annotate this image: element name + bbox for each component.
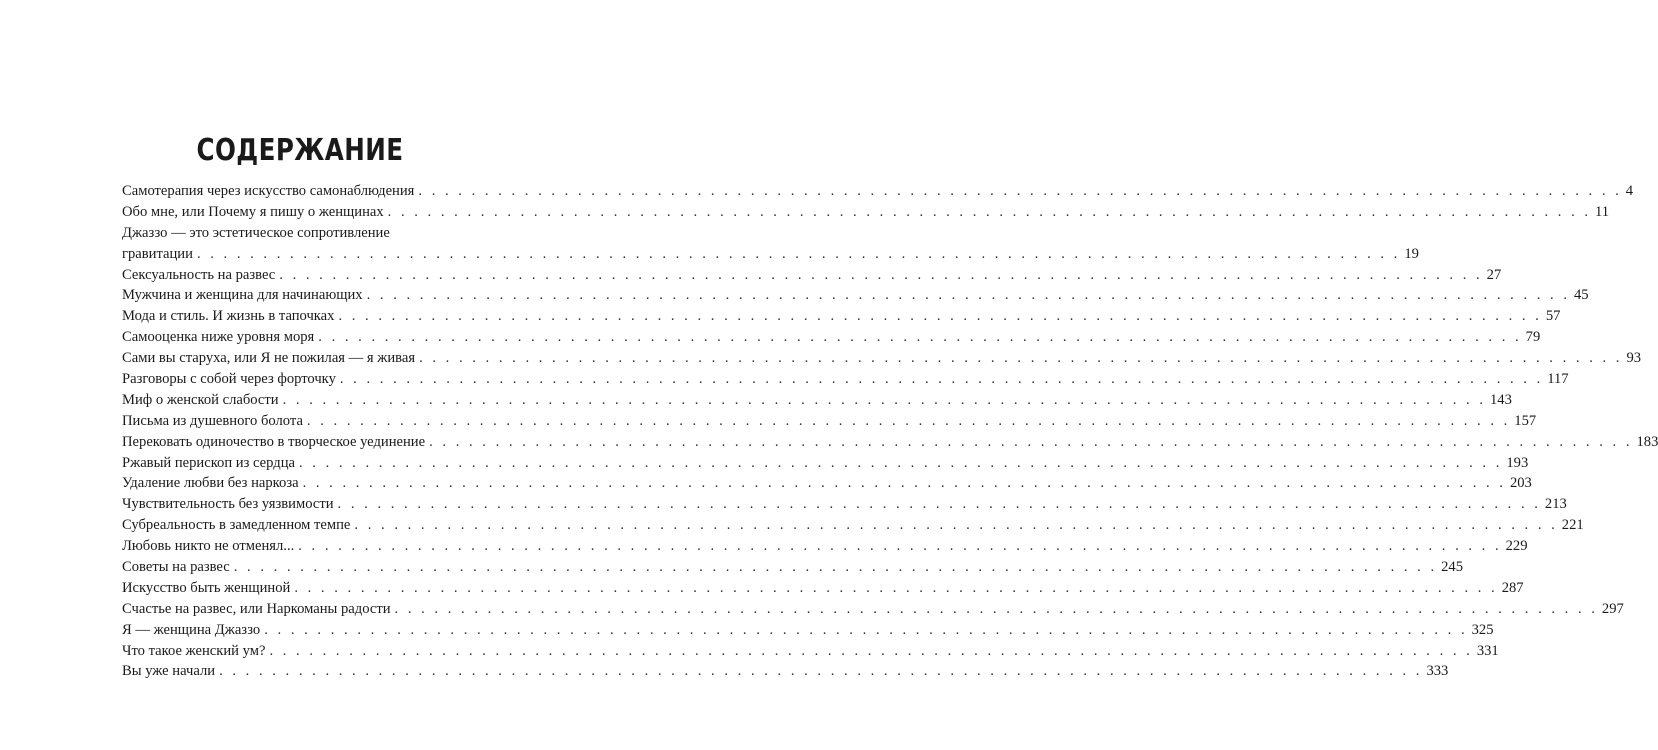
dot-leader: . . . . . . . . . . . . . . . . . . . . . . . . . . . . . . . . . . . . . . . . . . . . . . . . . . . . . . . . . . . . . . . . . . . . . . . . . . . . . . . . . . . . . . . . . . . bbox=[337, 496, 1541, 513]
toc-entry bbox=[122, 285, 1589, 306]
toc-entry-title: Искусство быть женщиной bbox=[122, 579, 291, 596]
toc-entry-title: Обо мне, или Почему я пишу о женщинах bbox=[122, 203, 384, 220]
toc-entry bbox=[122, 432, 1658, 453]
toc-entry-title: Чувствительность без уязвимости bbox=[122, 496, 334, 513]
toc-entry bbox=[122, 620, 1494, 641]
toc-entry-title: Сами вы старуха, или Я не пожилая — я живая bbox=[122, 350, 416, 367]
dot-leader: . . . . . . . . . . . . . . . . . . . . . . . . . . . . . . . . . . . . . . . . . . . . . . . . . . . . . . . . . . . . . . . . . . . . . . . . . . . . . . . . . . . . . . . . . . . bbox=[219, 663, 1423, 680]
toc-entry-page: 45 bbox=[1573, 287, 1589, 304]
toc-entry-page: 193 bbox=[1506, 454, 1529, 471]
toc-entry-title: Мода и стиль. И жизнь в тапочках bbox=[122, 308, 335, 325]
dot-leader: . . . . . . . . . . . . . . . . . . . . . . . . . . . . . . . . . . . . . . . . . . . . . . . . . . . . . . . . . . . . . . . . . . . . . . . . . . . . . . . . . . . . . . . . . . . bbox=[429, 433, 1633, 450]
dot-leader: . . . . . . . . . . . . . . . . . . . . . . . . . . . . . . . . . . . . . . . . . . . . . . . . . . . . . . . . . . . . . . . . . . . . . . . . . . . . . . . . . . . . . . . . . . . bbox=[318, 329, 1522, 346]
toc-entry-page: 221 bbox=[1561, 517, 1584, 534]
toc-entry bbox=[122, 369, 1569, 390]
toc-entry bbox=[122, 181, 1634, 202]
toc-entry bbox=[122, 557, 1464, 578]
toc-entry bbox=[122, 661, 1449, 682]
toc-entry bbox=[122, 202, 1610, 223]
toc-entry-page: 183 bbox=[1636, 433, 1658, 450]
dot-leader: . . . . . . . . . . . . . . . . . . . . . . . . . . . . . . . . . . . . . . . . . . . . . . . . . . . . . . . . . . . . . . . . . . . . . . . . . . . . . . . . . . . . . . . . . . . bbox=[354, 517, 1558, 534]
toc-entry bbox=[122, 515, 1584, 536]
toc-entry-page: 79 bbox=[1525, 329, 1541, 346]
toc-entry bbox=[122, 348, 1642, 369]
toc-entry-title: Я — женщина Джаззо bbox=[122, 621, 261, 638]
toc-entry-title: Ржавый перископ из сердца bbox=[122, 454, 295, 471]
dot-leader: . . . . . . . . . . . . . . . . . . . . . . . . . . . . . . . . . . . . . . . . . . . . . . . . . . . . . . . . . . . . . . . . . . . . . . . . . . . . . . . . . . . . . . . . . . . bbox=[298, 454, 1503, 471]
toc-entry-page: 331 bbox=[1476, 642, 1499, 659]
dot-leader: . . . . . . . . . . . . . . . . . . . . . . . . . . . . . . . . . . . . . . . . . . . . . . . . . . . . . . . . . . . . . . . . . . . . . . . . . . . . . . . . . . . . . . . . . . . bbox=[264, 621, 1468, 638]
toc-entry-title: Письма из душевного болота bbox=[122, 412, 303, 429]
toc-entry-page: 57 bbox=[1545, 308, 1561, 325]
dot-leader: . . . . . . . . . . . . . . . . . . . . . . . . . . . . . . . . . . . . . . . . . . . . . . . . . . . . . . . . . . . . . . . . . . . . . . . . . . . . . . . . . . . . . . . . . . . bbox=[302, 475, 1506, 492]
table-of-contents bbox=[122, 181, 1658, 682]
toc-entry-page: 4 bbox=[1625, 182, 1634, 199]
toc-entry bbox=[122, 453, 1529, 474]
dot-leader: . . . . . . . . . . . . . . . . . . . . . . . . . . . . . . . . . . . . . . . . . . . . . . . . . . . . . . . . . . . . . . . . . . . . . . . . . . . . . . . . . . . . . . . . . . . bbox=[279, 266, 1483, 283]
dot-leader: . . . . . . . . . . . . . . . . . . . . . . . . . . . . . . . . . . . . . . . . . . . . . . . . . . . . . . . . . . . . . . . . . . . . . . . . . . . . . . . . . . . . . . . . . . . bbox=[282, 391, 1486, 408]
toc-entry bbox=[122, 327, 1541, 348]
toc-entry bbox=[122, 641, 1499, 662]
toc-entry bbox=[122, 223, 1419, 265]
toc-entry-title: Миф о женской слабости bbox=[122, 391, 279, 408]
dot-leader: . . . . . . . . . . . . . . . . . . . . . . . . . . . . . . . . . . . . . . . . . . . . . . . . . . . . . . . . . . . . . . . . . . . . . . . . . . . . . . . . . . . . . . . . . . . bbox=[269, 642, 1473, 659]
toc-entry-title: Субреальность в замедленном темпе bbox=[122, 517, 351, 534]
toc-entry bbox=[122, 411, 1537, 432]
dot-leader: . . . . . . . . . . . . . . . . . . . . . . . . . . . . . . . . . . . . . . . . . . . . . . . . . . . . . . . . . . . . . . . . . . . . . . . . . . . . . . . . . . . . . . . . . . . bbox=[294, 579, 1498, 596]
toc-entry bbox=[122, 265, 1502, 286]
toc-entry-page: 117 bbox=[1547, 371, 1569, 387]
dot-leader: . . . . . . . . . . . . . . . . . . . . . . . . . . . . . . . . . . . . . . . . . . . . . . . . . . . . . . . . . . . . . . . . . . . . . . . . . . . . . . . . . . . . . . . . . . . bbox=[387, 203, 1592, 220]
dot-leader: . . . . . . . . . . . . . . . . . . . . . . . . . . . . . . . . . . . . . . . . . . . . . . . . . . . . . . . . . . . . . . . . . . . . . . . . . . . . . . . . . . . . . . . . . . . bbox=[306, 412, 1511, 429]
toc-entry bbox=[122, 494, 1567, 515]
page-title: СОДЕРЖАНИЕ bbox=[196, 133, 404, 169]
toc-entry-title: Мужчина и женщина для начинающих bbox=[122, 287, 363, 304]
toc-entry-title: Любовь никто не отменял... bbox=[122, 538, 295, 555]
toc-entry-title: гравитации bbox=[122, 245, 193, 262]
toc-entry-title-line1: Джаззо — это эстетическое сопротивление bbox=[122, 224, 390, 241]
toc-entry-page: 203 bbox=[1509, 475, 1532, 492]
toc-entry-title: Самооценка ниже уровня моря bbox=[122, 329, 315, 346]
toc-entry-title: Перековать одиночество в творческое уединение bbox=[122, 433, 426, 450]
toc-entry-page: 27 bbox=[1486, 266, 1502, 283]
toc-entry bbox=[122, 536, 1528, 557]
toc-entry-page: 11 bbox=[1595, 203, 1610, 220]
toc-entry-page: 157 bbox=[1514, 412, 1537, 429]
toc-entry-page: 333 bbox=[1426, 663, 1449, 680]
toc-entry-page: 19 bbox=[1404, 245, 1419, 262]
toc-entry bbox=[122, 599, 1624, 620]
dot-leader: . . . . . . . . . . . . . . . . . . . . . . . . . . . . . . . . . . . . . . . . . . . . . . . . . . . . . . . . . . . . . . . . . . . . . . . . . . . . . . . . . . . . . . . . . . . bbox=[298, 538, 1502, 555]
toc-entry bbox=[122, 306, 1561, 327]
toc-entry-title: Разговоры с собой через форточку bbox=[122, 371, 336, 387]
dot-leader: . . . . . . . . . . . . . . . . . . . . . . . . . . . . . . . . . . . . . . . . . . . . . . . . . . . . . . . . . . . . . . . . . . . . . . . . . . . . . . . . . . . . . . . . . . . bbox=[339, 371, 1544, 387]
toc-entry bbox=[122, 473, 1532, 494]
toc-entry-page: 93 bbox=[1626, 350, 1642, 367]
toc-entry-title: Счастье на развес, или Наркоманы радости bbox=[122, 600, 391, 617]
dot-leader: . . . . . . . . . . . . . . . . . . . . . . . . . . . . . . . . . . . . . . . . . . . . . . . . . . . . . . . . . . . . . . . . . . . . . . . . . . . . . . . . . . . . . . . . . . . bbox=[366, 287, 1570, 304]
toc-entry-page: 213 bbox=[1544, 496, 1567, 513]
toc-entry-title: Вы уже начали bbox=[122, 663, 216, 680]
toc-entry bbox=[122, 578, 1524, 599]
dot-leader: . . . . . . . . . . . . . . . . . . . . . . . . . . . . . . . . . . . . . . . . . . . . . . . . . . . . . . . . . . . . . . . . . . . . . . . . . . . . . . . . . . . . . . . . . . . bbox=[196, 245, 1401, 262]
toc-entry-title: Удаление любви без наркоза bbox=[122, 475, 299, 492]
toc-entry-page: 287 bbox=[1501, 579, 1524, 596]
toc-entry-page: 229 bbox=[1505, 538, 1528, 555]
dot-leader: . . . . . . . . . . . . . . . . . . . . . . . . . . . . . . . . . . . . . . . . . . . . . . . . . . . . . . . . . . . . . . . . . . . . . . . . . . . . . . . . . . . . . . . . . . . bbox=[233, 559, 1438, 576]
toc-entry-title: Советы на развес bbox=[122, 559, 230, 576]
toc-entry-title: Сексуальность на развес bbox=[122, 266, 276, 283]
toc-entry bbox=[122, 390, 1512, 411]
dot-leader: . . . . . . . . . . . . . . . . . . . . . . . . . . . . . . . . . . . . . . . . . . . . . . . . . . . . . . . . . . . . . . . . . . . . . . . . . . . . . . . . . . . . . . . . . . . bbox=[418, 182, 1622, 199]
dot-leader: . . . . . . . . . . . . . . . . . . . . . . . . . . . . . . . . . . . . . . . . . . . . . . . . . . . . . . . . . . . . . . . . . . . . . . . . . . . . . . . . . . . . . . . . . . . bbox=[394, 600, 1598, 617]
toc-entry-page: 325 bbox=[1471, 621, 1494, 638]
toc-entry-page: 245 bbox=[1441, 559, 1464, 576]
toc-entry-title: Самотерапия через искусство самонаблюдения bbox=[122, 182, 415, 199]
dot-leader: . . . . . . . . . . . . . . . . . . . . . . . . . . . . . . . . . . . . . . . . . . . . . . . . . . . . . . . . . . . . . . . . . . . . . . . . . . . . . . . . . . . . . . . . . . . bbox=[419, 350, 1623, 367]
toc-entry-title: Что такое женский ум? bbox=[122, 642, 266, 659]
dot-leader: . . . . . . . . . . . . . . . . . . . . . . . . . . . . . . . . . . . . . . . . . . . . . . . . . . . . . . . . . . . . . . . . . . . . . . . . . . . . . . . . . . . . . . . . . . . bbox=[338, 308, 1542, 325]
toc-entry-page: 297 bbox=[1601, 600, 1624, 617]
toc-entry-page: 143 bbox=[1489, 391, 1512, 408]
